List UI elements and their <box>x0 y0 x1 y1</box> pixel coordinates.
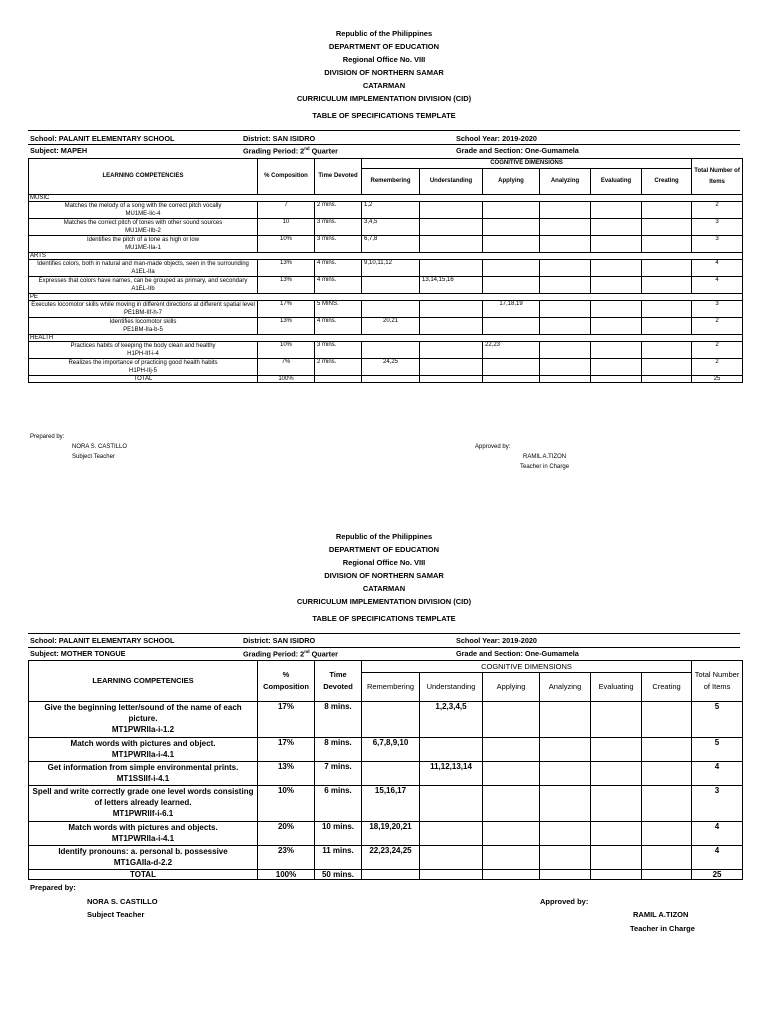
subject-label: Subject: MAPEH <box>30 146 88 155</box>
section-arts: ARTS <box>29 253 743 260</box>
table-row: Practices habits of keeping the body clean and healthy H1PH-IIf-i-4 10% 3 mins. 22,23 2 <box>29 342 743 359</box>
col-applying: Applying <box>483 673 540 702</box>
prepared-by-label: Prepared by: <box>30 434 65 440</box>
preparer-role: Subject Teacher <box>87 910 145 919</box>
school-label: School: PALANIT ELEMENTARY SCHOOL <box>30 636 175 645</box>
col-applying: Applying <box>483 169 540 195</box>
header-republic: Republic of the Philippines <box>335 29 433 38</box>
grade-section-label: Grade and Section: One-Gumamela <box>456 146 579 155</box>
subject-label: Subject: MOTHER TONGUE <box>30 649 126 658</box>
total-row: TOTAL 100% 50 mins. 25 <box>29 870 743 880</box>
col-creating: Creating <box>642 169 692 195</box>
district-label: District: SAN ISIDRO <box>243 636 316 645</box>
header-city: CATARMAN <box>362 81 406 90</box>
school-label: School: PALANIT ELEMENTARY SCHOOL <box>30 134 175 143</box>
approved-by-label: Approved by: <box>540 897 589 906</box>
prepared-by-label: Prepared by: <box>30 883 76 892</box>
table-row: Executes locomotor skills while moving in different directions at different spatial level PE1BM-IIf-h-7 17% 5 MINS. 17,18,19 3 <box>29 301 743 318</box>
header-region: Regional Office No. VIII <box>342 558 426 567</box>
preparer-name: NORA S. CASTILLO <box>87 897 158 906</box>
doc-header <box>0 530 768 625</box>
col-remembering: Remembering <box>362 673 420 702</box>
doc-title: TABLE OF SPECIFICATIONS TEMPLATE <box>312 614 456 623</box>
approver-name: RAMIL A.TIZON <box>633 910 689 919</box>
section-music: MUSIC <box>29 195 743 202</box>
table-row: Identify pronouns: a. personal b. possessive MT1GAIIa-d-2.2 23% 11 mins. 22,23,24,25 4 <box>29 846 743 870</box>
grading-period-label: Grading Period: 2nd Quarter <box>243 146 338 156</box>
grade-section-label: Grade and Section: One-Gumamela <box>456 649 579 658</box>
table-row: Give the beginning letter/sound of the name of each picture. MT1PWRIIa-i-1.2 17% 8 mins. 1,2,3,4,5 5 <box>29 702 743 738</box>
approver-role: Teacher in Charge <box>520 464 570 470</box>
table-row: Matches the melody of a song with the correct pitch vocally MU1ME-Iic-4 7 2 mins. 1,2 2 <box>29 202 743 219</box>
section-pe: PE <box>29 294 743 301</box>
approved-by-label: Approved by: <box>475 444 511 450</box>
col-time: Time Devoted <box>315 661 362 702</box>
tos-mother-tongue <box>0 530 768 1010</box>
col-understanding: Understanding <box>420 169 483 195</box>
table-row: Match words with pictures and objects. MT1PWRIIa-i-4.1 20% 10 mins. 18,19,20,21 4 <box>29 822 743 846</box>
table-row: Identifies colors, both in natural and man-made objects, seen in the surrounding A1EL-IIa 13% 4 mins. 9,10,11,12 4 <box>29 260 743 277</box>
table-row: Expresses that colors have names, can be grouped as primary, and secondary A1EL-IIb 13% 4 mins. 13,14,15,16 4 <box>29 277 743 294</box>
header-republic: Republic of the Philippines <box>335 532 433 541</box>
tos-table <box>28 158 743 383</box>
preparer-role: Subject Teacher <box>72 454 115 460</box>
col-evaluating: Evaluating <box>591 673 642 702</box>
divider <box>28 130 740 131</box>
doc-header <box>0 27 768 122</box>
grading-period-label: Grading Period: 2nd Quarter <box>243 649 338 659</box>
header-division: DIVISION OF NORTHERN SAMAR <box>324 68 444 77</box>
total-row: TOTAL 100% 25 <box>29 376 743 383</box>
col-understanding: Understanding <box>420 673 483 702</box>
section-health: HEALTH <box>29 335 743 342</box>
header-cid: CURRICULUM IMPLEMENTATION DIVISION (CID) <box>296 597 472 606</box>
preparer-name: NORA S. CASTILLO <box>72 444 128 450</box>
header-division: DIVISION OF NORTHERN SAMAR <box>324 571 444 580</box>
header-city: CATARMAN <box>362 584 406 593</box>
district-label: District: SAN ISIDRO <box>243 134 316 143</box>
tos-table <box>28 660 743 880</box>
divider <box>28 144 740 145</box>
col-evaluating: Evaluating <box>591 169 642 195</box>
table-row: Identifies the pitch of a tone as high or low MU1ME-IIa-1 10% 3 mins. 6,7,8 3 <box>29 236 743 253</box>
school-year-label: School Year: 2019-2020 <box>456 636 537 645</box>
table-row: Spell and write correctly grade one level words consisting of letters already learned. MT1PWRIIf-i-6.1 10% 6 mins. 15,16,17 3 <box>29 786 743 822</box>
col-composition: % Composition <box>258 159 315 195</box>
header-deped: DEPARTMENT OF EDUCATION <box>328 42 440 51</box>
col-cognitive: COGNITIVE DIMENSIONS <box>362 661 692 673</box>
col-total: Total Number of Items <box>692 159 743 195</box>
divider <box>28 633 740 634</box>
table-row: Matches the correct pitch of tones with other sound sources MU1ME-IIb-2 10 3 mins. 3,4,5 3 <box>29 219 743 236</box>
col-competencies: LEARNING COMPETENCIES <box>29 159 258 195</box>
school-year-label: School Year: 2019-2020 <box>456 134 537 143</box>
col-competencies: LEARNING COMPETENCIES <box>29 661 258 702</box>
col-remembering: Remembering <box>362 169 420 195</box>
col-analyzing: Analyzing <box>540 169 591 195</box>
header-region: Regional Office No. VIII <box>342 55 426 64</box>
tos-mapeh <box>0 27 768 477</box>
col-total: Total Number of Items <box>692 661 743 702</box>
header-cid: CURRICULUM IMPLEMENTATION DIVISION (CID) <box>296 94 472 103</box>
table-row: Identifies locomotor skills PE1BM-IIa-b-5 13% 4 mins. 20,21 2 <box>29 318 743 335</box>
header-deped: DEPARTMENT OF EDUCATION <box>328 545 440 554</box>
col-time: Time Devoted <box>315 159 362 195</box>
divider <box>28 647 740 648</box>
doc-title: TABLE OF SPECIFICATIONS TEMPLATE <box>312 111 456 120</box>
table-row: Match words with pictures and object. MT1PWRIIa-i-4.1 17% 8 mins. 6,7,8,9,10 5 <box>29 738 743 762</box>
table-row: Get information from simple environmental prints. MT1SSIIf-i-4.1 13% 7 mins. 11,12,13,14 4 <box>29 762 743 786</box>
col-analyzing: Analyzing <box>540 673 591 702</box>
col-cognitive: COGNITIVE DIMENSIONS <box>362 159 692 169</box>
col-composition: % Composition <box>258 661 315 702</box>
approver-name: RAMIL A.TIZON <box>523 454 567 460</box>
col-creating: Creating <box>642 673 692 702</box>
table-row: Realizes the importance of practicing good health habits H1PH-IIj-5 7% 2 mins. 24,25 2 <box>29 359 743 376</box>
approver-role: Teacher in Charge <box>630 924 695 933</box>
